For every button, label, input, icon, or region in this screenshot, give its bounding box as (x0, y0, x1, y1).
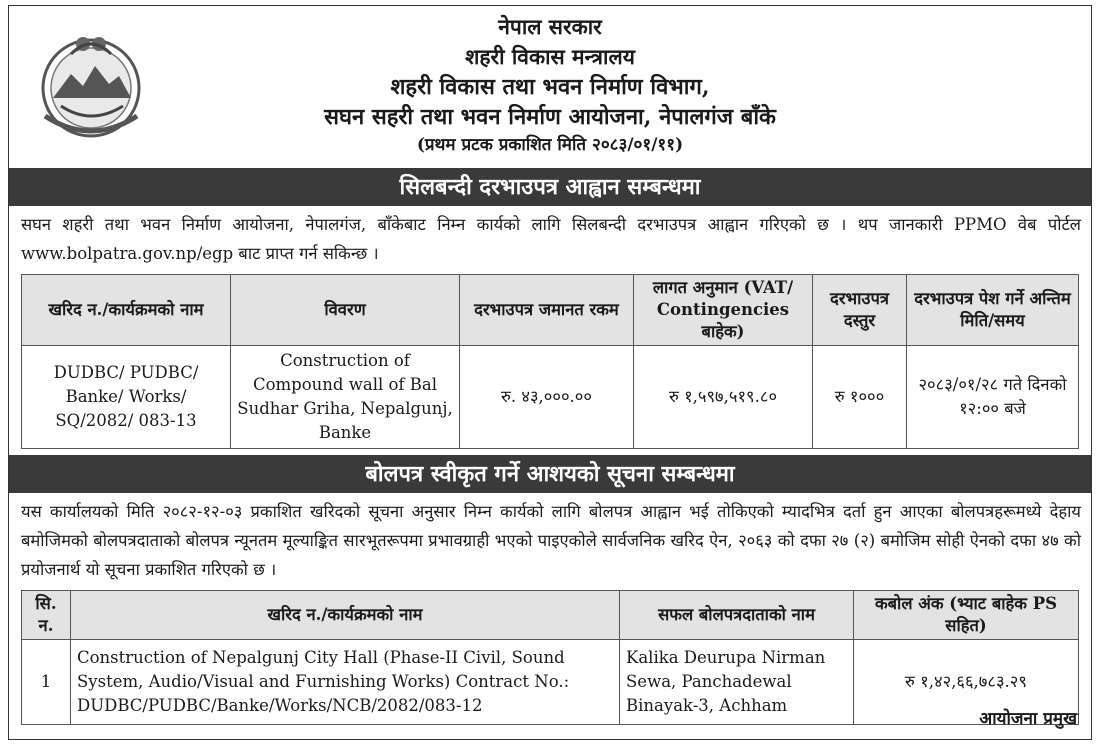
bid-invitation-table (21, 274, 1079, 449)
header-line-ministry: शहरी विकास मन्त्रालय (465, 44, 635, 69)
signature-project-chief: आयोजना प्रमुख (979, 709, 1077, 729)
section1-banner: सिलबन्दी दरभाउपत्र आह्वान सम्बन्धमा (9, 168, 1091, 206)
cell-contract-name: Construction of Nepalgunj City Hall (Phase-II Civil, Sound System, Audio/Visual and Furnishing Works) Contract No.: DUDBC/PUDBC/Banke/Works/NCB/2082/083-12 (71, 640, 620, 725)
cell-serial: 1 (22, 640, 71, 725)
header-line-government: नेपाल सरकार (498, 14, 602, 39)
cell-procurement-id: DUDBC/ PUDBC/ Banke/ Works/ SQ/2082/ 083-13 (22, 346, 231, 449)
table-header-row (22, 275, 1079, 346)
col-fee: दरभाउपत्र दस्तुर (813, 275, 907, 346)
col-description: विवरण (231, 275, 460, 346)
cell-bid-security: रु. ४३,०००.०० (460, 346, 634, 449)
section2-banner: बोलपत्र स्वीकृत गर्ने आशयको सूचना सम्बन्धमा (9, 455, 1091, 493)
col-cost-estimate: लागत अनुमान (VAT/ Contingencies बाहेक) (634, 275, 813, 346)
award-intent-table (21, 590, 1079, 725)
col-deadline: दरभाउपत्र पेश गर्ने अन्तिम मिति/समय (907, 275, 1079, 346)
col-procurement-name: खरिद न./कार्यक्रमको नाम (22, 275, 231, 346)
header-line-publish-date: (प्रथम प्रटक प्रकाशित मिति २०८३/०१/११) (416, 135, 684, 155)
section2-paragraph: यस कार्यालयको मिति २०८२-१२-०३ प्रकाशित खरिदको सूचना अनुसार निम्न कार्यको लागि बोलपत्र आह्वान भई तोकिएको म्यादभित्र दर्ता हुन आएका बोलपत्रहरूमध्ये देहाय बमोजिमको बोलपत्रदाताको बोलपत्र न्यूनतम मूल्याङ्कित सारभूतरूपमा प्रभावग्राही भएको पाइएकोले सार्वजनिक खरिद ऐन, २०६३ को दफा २७ (२) बमोजिम सोही ऐनको दफा ४७ को प्रयोजनार्थ यो सूचना प्रकाशित गरिएको छ । (21, 502, 1081, 579)
col-amount: कबोल अंक (भ्याट बाहेक PS सहित) (854, 591, 1079, 640)
col-bidder: सफल बोलपत्रदाताको नाम (620, 591, 854, 640)
cell-cost-estimate: रु १,५९७,५१९.८० (634, 346, 813, 449)
col-serial: सि. न. (22, 591, 71, 640)
section1-paragraph: सघन शहरी तथा भवन निर्माण आयोजना, नेपालगंज, बाँकेबाट निम्न कार्यको लागि सिलबन्दी दरभाउपत्र आह्वान गरिएको छ । थप जानकारी PPMO वेब पोर्टल www.bolpatra.gov.np/egp बाट प्राप्त गर्न सकिन्छ । (21, 215, 1081, 263)
header-line-department: शहरी विकास तथा भवन निर्माण विभाग, (390, 74, 710, 100)
cell-amount: रु १,४२,६६,७८३.२९ (854, 640, 1079, 725)
cell-description: Construction of Compound wall of Bal Sudhar Griha, Nepalgunj, Banke (231, 346, 460, 449)
col-contract-name: खरिद न./कार्यक्रमको नाम (71, 591, 620, 640)
table-header-row (22, 591, 1079, 640)
header-line-project: सघन सहरी तथा भवन निर्माण आयोजना, नेपालगंज बाँके (324, 104, 776, 130)
table-row (22, 640, 1079, 725)
table-row (22, 346, 1079, 449)
cell-bidder: Kalika Deurupa Nirman Sewa, Panchadewal Binayak-3, Achham (620, 640, 854, 725)
notice-page (8, 5, 1092, 740)
cell-fee: रु १००० (813, 346, 907, 449)
cell-deadline: २०८३/०१/२८ गते दिनको १२:०० बजे (907, 346, 1079, 449)
col-bid-security: दरभाउपत्र जमानत रकम (460, 275, 634, 346)
notice-header (9, 6, 1091, 168)
nepal-government-emblem-icon (31, 26, 151, 141)
